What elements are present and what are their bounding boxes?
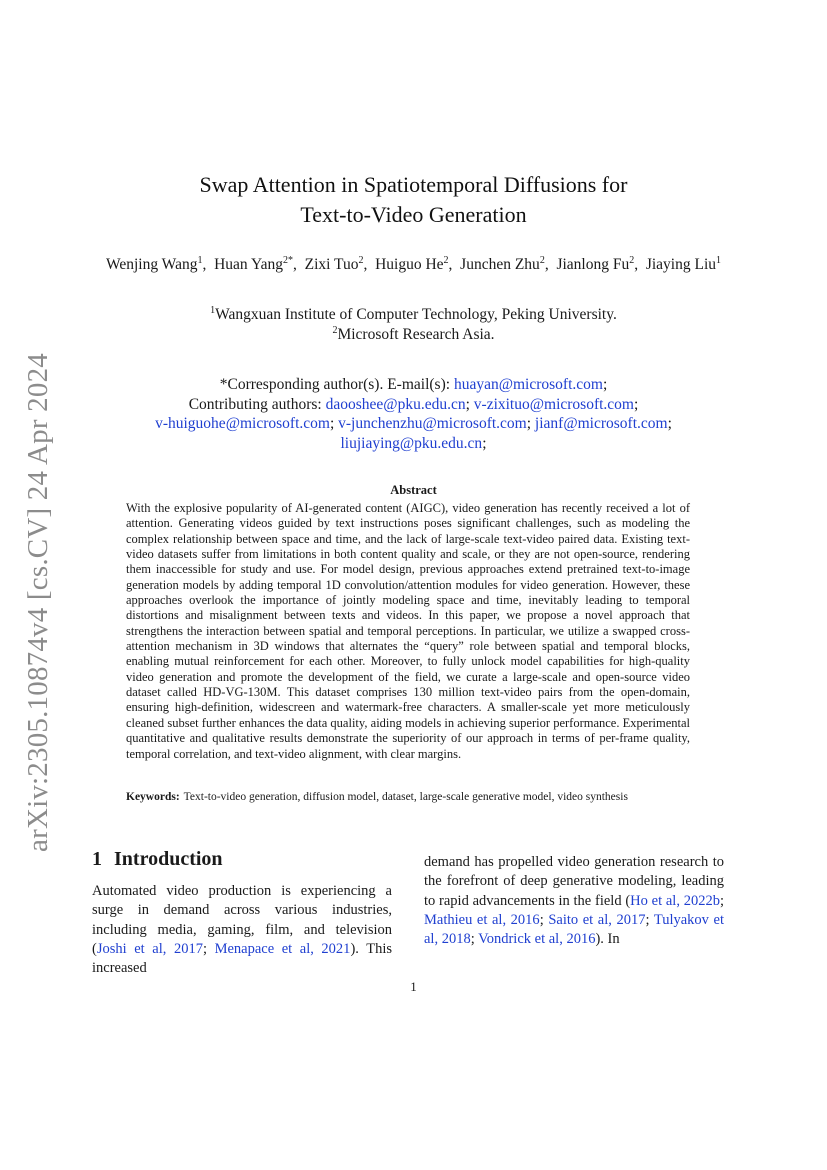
arxiv-identifier-text: arXiv:2305.10874v4 [cs.CV] 24 Apr 2024 [21, 352, 54, 852]
author-affiliation-mark: 2 [358, 255, 364, 266]
abstract-body: With the explosive popularity of AI-generated content (AIGC), video generation has recently received a lot of attention. Generating videos guided by text instructions poses significant challenges, such as modeling the complex relationship between space and time, and the lack of large-scale text-video paired data. Existing text-video datasets suffer from limitations in both content quality and scale, or they are not open-source, rendering them inaccessible for study and use. For model design, previous approaches extend pretrained text-to-image generation models by adding temporal 1D convolution/attention modules for video generation. However, these approaches overlook the importance of jointly modeling space and time, inevitably leading to temporal distortions and misalignment between texts and videos. In this paper, we propose a novel approach that strengthens the interaction between spatial and temporal perceptions. In particular, we utilize a swapped cross-attention mechanism in 3D windows that alternates the “query” role between spatial and temporal blocks, enabling mutual reinforcement for each other. Moreover, to fully unlock model capabilities for high-quality video generation and promote the development of the field, we curate a large-scale and open-source video dataset called HD-VG-130M. This dataset comprises 130 million text-video pairs from the open-domain, ensuring high-definition, widescreen and watermark-free characters. A smaller-scale yet more meticulously cleaned subset further enhances the data quality, aiding models in achieving superior performance. Experimental quantitative and qualitative results demonstrate the superiority of our approach in terms of per-frame quality, temporal correlation, and text-video alignment, with clear margins. [126, 501, 690, 761]
citation-link[interactable]: Tulyakov et al, 2018 [424, 911, 725, 948]
citation-link[interactable]: Joshi et al, 2017 [96, 940, 203, 957]
author-affiliation-mark: 1 [716, 255, 722, 266]
paper-title-line-1: Swap Attention in Spatiotemporal Diffusions for [199, 172, 628, 197]
affiliation-mark: 2 [332, 325, 338, 336]
email-link[interactable]: liujiaying@pku.edu.cn [340, 434, 483, 452]
affiliation-mark: 1 [210, 305, 216, 316]
affiliation-line [0, 305, 827, 325]
email-link[interactable]: daooshee@pku.edu.cn [325, 395, 466, 413]
email-link[interactable]: huayan@microsoft.com [453, 376, 603, 393]
keywords-text: Text-to-video generation, diffusion model, dataset, large-scale generative model, video synthesis [183, 791, 628, 803]
corresponding-line: *Corresponding author(s). E-mail(s): huayan@microsoft.com; [219, 376, 608, 393]
corresponding-label: *Corresponding author(s). E-mail(s): [219, 376, 451, 393]
keywords-line [126, 790, 716, 805]
affiliation-text: Wangxuan Institute of Computer Technology, Peking University. [215, 306, 617, 323]
contributing-line: v-huiguohe@microsoft.com; v-junchenzhu@microsoft.com; jianf@microsoft.com; [155, 415, 672, 432]
author-affiliation-mark: 1 [197, 255, 203, 266]
page-number: 1 [410, 979, 417, 994]
section-title: Introduction [114, 848, 223, 870]
paper-title-line-2: Text-to-Video Generation [300, 202, 527, 227]
paper-title [0, 170, 827, 230]
affiliation-text: Microsoft Research Asia. [337, 326, 495, 343]
intro-text-tail: ). This increased [92, 940, 392, 977]
section-heading [92, 848, 223, 871]
author-affiliation-mark: 2* [282, 255, 293, 266]
citation-separator: ; [202, 940, 215, 957]
email-link[interactable]: v-zixituo@microsoft.com [473, 395, 634, 413]
author-name: Huan Yang [214, 256, 283, 273]
author-name: Huiguo He [375, 256, 444, 273]
intro-text: Automated video production is experiencing a surge in demand across various industries, including media, gaming, film, and television ( [92, 883, 392, 957]
author-name: Jiaying Liu [645, 256, 717, 273]
citation-link[interactable]: Vondrick et al, 2016 [478, 931, 596, 948]
citation-link[interactable]: Mathieu et al, 2016 [424, 911, 540, 928]
affiliations [0, 305, 827, 345]
email-link[interactable]: jianf@microsoft.com [534, 415, 668, 432]
author-affiliation-mark: 2 [539, 255, 545, 266]
author-list: Wenjing Wang$^1$, Huan Yang$^{2*}$, Zixi Tuo$^2$, Huiguo He$^2$, Junchen Zhu$^2$, Jianlong Fu$^2$, Jiaying Liu$^1$ [105, 255, 722, 273]
author-name: Wenjing Wang [105, 256, 198, 273]
contributing-line: liujiaying@pku.edu.cn; [340, 434, 487, 452]
keywords-label: Keywords: [126, 791, 180, 803]
abstract-heading: Abstract [390, 483, 437, 497]
intro-column-left [92, 882, 392, 978]
contact-block [100, 375, 727, 453]
section-number: 1 [92, 848, 102, 870]
contributing-label: Contributing authors: [188, 395, 322, 413]
citation-link[interactable]: Saito et al, 2017 [548, 911, 646, 928]
author-name: Jianlong Fu [556, 256, 630, 273]
author-affiliation-mark: 2 [443, 255, 449, 266]
intro-text-tail: ). In [595, 931, 620, 948]
arxiv-identifier [14, 352, 62, 852]
author-affiliation-mark: 2 [629, 255, 635, 266]
author-name: Zixi Tuo [304, 256, 359, 273]
contributing-line: Contributing authors: daooshee@pku.edu.cn; v-zixituo@microsoft.com; [188, 395, 639, 413]
author-name: Junchen Zhu [460, 256, 540, 273]
email-link[interactable]: v-huiguohe@microsoft.com [155, 415, 330, 432]
intro-column-right: demand has propelled video generation research to the forefront of deep generative modeling, leading to rapid advancements in the field (Ho et al, 2022b; Mathieu et al, 2016; Saito et al, 2017; Tulyakov et al, 2018; Vondrick et al, 2016). In [424, 854, 725, 948]
intro-text: demand has propelled video generation research to the forefront of deep generative modeling, leading to rapid advancements in the field ( [424, 854, 724, 909]
citation-link[interactable]: Ho et al, 2022b [630, 892, 720, 909]
affiliation-line [0, 325, 827, 345]
email-link[interactable]: v-junchenzhu@microsoft.com [338, 415, 527, 432]
citation-link[interactable]: Menapace et al, 2021 [214, 940, 351, 957]
